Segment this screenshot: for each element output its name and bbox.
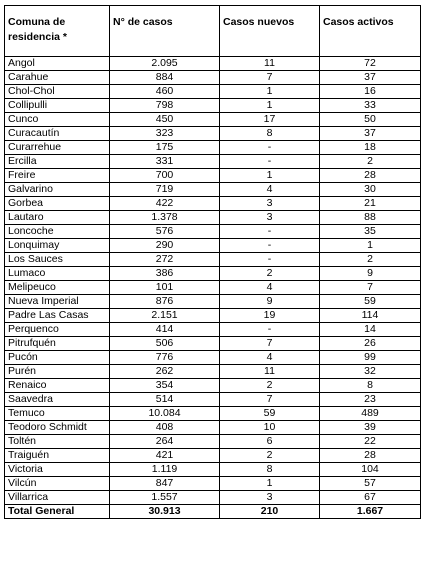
cell-comuna: Saavedra: [5, 393, 110, 407]
cell-comuna: Perquenco: [5, 323, 110, 337]
cell-casos-nuevos: 4: [220, 351, 320, 365]
cell-comuna: Pitrufquén: [5, 337, 110, 351]
cell-n-casos: 847: [110, 477, 220, 491]
cell-casos-nuevos: 2: [220, 449, 320, 463]
table-row: [5, 113, 421, 127]
cell-casos-nuevos: 4: [220, 183, 320, 197]
cell-casos-nuevos: 8: [220, 127, 320, 141]
cell-comuna: Total General: [5, 505, 110, 519]
table-row: [5, 239, 421, 253]
cell-casos-nuevos: 11: [220, 57, 320, 71]
cell-casos-activos: 72: [320, 57, 421, 71]
cell-comuna: Cunco: [5, 113, 110, 127]
cell-casos-activos: 28: [320, 449, 421, 463]
table-row: [5, 183, 421, 197]
cell-n-casos: 175: [110, 141, 220, 155]
cell-n-casos: 514: [110, 393, 220, 407]
cell-n-casos: 272: [110, 253, 220, 267]
cell-casos-nuevos: 1: [220, 169, 320, 183]
cell-casos-nuevos: 59: [220, 407, 320, 421]
cell-n-casos: 1.119: [110, 463, 220, 477]
cell-comuna: Melipeuco: [5, 281, 110, 295]
cell-comuna: Curarrehue: [5, 141, 110, 155]
cell-casos-nuevos: -: [220, 239, 320, 253]
table-row: [5, 365, 421, 379]
cell-casos-activos: 26: [320, 337, 421, 351]
cell-comuna: Ercilla: [5, 155, 110, 169]
cell-casos-activos: 50: [320, 113, 421, 127]
cell-casos-nuevos: -: [220, 253, 320, 267]
cell-casos-nuevos: 3: [220, 491, 320, 505]
cell-n-casos: 386: [110, 267, 220, 281]
cell-comuna: Lautaro: [5, 211, 110, 225]
cell-comuna: Pucón: [5, 351, 110, 365]
cell-comuna: Carahue: [5, 71, 110, 85]
cell-casos-nuevos: -: [220, 323, 320, 337]
cell-casos-nuevos: 11: [220, 365, 320, 379]
table-row: [5, 85, 421, 99]
cell-casos-activos: 67: [320, 491, 421, 505]
cell-comuna: Chol-Chol: [5, 85, 110, 99]
cell-n-casos: 30.913: [110, 505, 220, 519]
cases-table: [4, 5, 421, 519]
table-row: [5, 267, 421, 281]
table-body: [5, 57, 421, 519]
cell-n-casos: 1.378: [110, 211, 220, 225]
cell-casos-nuevos: 3: [220, 211, 320, 225]
table-row: [5, 491, 421, 505]
table-row: [5, 463, 421, 477]
cell-casos-nuevos: 2: [220, 379, 320, 393]
cell-casos-nuevos: 17: [220, 113, 320, 127]
cell-comuna: Renaico: [5, 379, 110, 393]
table-row: [5, 435, 421, 449]
cell-n-casos: 262: [110, 365, 220, 379]
cell-n-casos: 576: [110, 225, 220, 239]
cell-casos-nuevos: 1: [220, 85, 320, 99]
cell-comuna: Villarrica: [5, 491, 110, 505]
cell-casos-activos: 7: [320, 281, 421, 295]
cell-comuna: Angol: [5, 57, 110, 71]
cell-n-casos: 2.095: [110, 57, 220, 71]
cell-n-casos: 290: [110, 239, 220, 253]
table-header: [5, 6, 421, 57]
cell-casos-nuevos: 7: [220, 71, 320, 85]
cell-comuna: Victoria: [5, 463, 110, 477]
cell-casos-activos: 35: [320, 225, 421, 239]
cell-comuna: Traiguén: [5, 449, 110, 463]
cell-casos-activos: 88: [320, 211, 421, 225]
cell-comuna: Nueva Imperial: [5, 295, 110, 309]
cell-comuna: Temuco: [5, 407, 110, 421]
cell-casos-activos: 18: [320, 141, 421, 155]
cell-comuna: Gorbea: [5, 197, 110, 211]
table-row: [5, 225, 421, 239]
table-row: [5, 253, 421, 267]
cell-n-casos: 408: [110, 421, 220, 435]
cell-casos-activos: 1.667: [320, 505, 421, 519]
cell-n-casos: 2.151: [110, 309, 220, 323]
table-row: [5, 309, 421, 323]
table-row: [5, 379, 421, 393]
header-n-casos: N° de casos: [110, 6, 220, 57]
cell-casos-activos: 114: [320, 309, 421, 323]
cell-casos-activos: 32: [320, 365, 421, 379]
cell-casos-activos: 99: [320, 351, 421, 365]
table-row: [5, 295, 421, 309]
cell-comuna: Purén: [5, 365, 110, 379]
table-row: [5, 393, 421, 407]
header-casos-nuevos: Casos nuevos: [220, 6, 320, 57]
table-row: [5, 211, 421, 225]
table-row: [5, 99, 421, 113]
cell-n-casos: 776: [110, 351, 220, 365]
cell-casos-activos: 39: [320, 421, 421, 435]
cell-comuna: Loncoche: [5, 225, 110, 239]
cell-n-casos: 798: [110, 99, 220, 113]
cell-n-casos: 101: [110, 281, 220, 295]
table-row: [5, 449, 421, 463]
cell-casos-activos: 37: [320, 71, 421, 85]
cell-casos-nuevos: 1: [220, 99, 320, 113]
cell-n-casos: 421: [110, 449, 220, 463]
cell-casos-activos: 489: [320, 407, 421, 421]
cell-comuna: Los Sauces: [5, 253, 110, 267]
cell-casos-activos: 37: [320, 127, 421, 141]
table-row: [5, 155, 421, 169]
cell-n-casos: 719: [110, 183, 220, 197]
header-casos-activos: Casos activos: [320, 6, 421, 57]
cell-casos-nuevos: 7: [220, 337, 320, 351]
cell-casos-nuevos: 8: [220, 463, 320, 477]
table-row: [5, 197, 421, 211]
table-row: [5, 351, 421, 365]
cell-casos-activos: 14: [320, 323, 421, 337]
cell-casos-nuevos: 10: [220, 421, 320, 435]
cell-casos-activos: 1: [320, 239, 421, 253]
cell-casos-nuevos: -: [220, 141, 320, 155]
cell-n-casos: 422: [110, 197, 220, 211]
cell-comuna: Padre Las Casas: [5, 309, 110, 323]
cell-casos-nuevos: 210: [220, 505, 320, 519]
cell-casos-activos: 16: [320, 85, 421, 99]
cell-comuna: Collipulli: [5, 99, 110, 113]
cell-casos-nuevos: 4: [220, 281, 320, 295]
cell-casos-activos: 59: [320, 295, 421, 309]
cell-n-casos: 414: [110, 323, 220, 337]
table-row: [5, 281, 421, 295]
header-row: [5, 6, 421, 57]
cell-casos-activos: 8: [320, 379, 421, 393]
cell-n-casos: 450: [110, 113, 220, 127]
table-row: [5, 337, 421, 351]
table-row: [5, 169, 421, 183]
cell-comuna: Toltén: [5, 435, 110, 449]
cell-casos-nuevos: 19: [220, 309, 320, 323]
cell-casos-nuevos: 1: [220, 477, 320, 491]
cell-comuna: Lonquimay: [5, 239, 110, 253]
cell-n-casos: 10.084: [110, 407, 220, 421]
cell-casos-activos: 21: [320, 197, 421, 211]
table-row: [5, 477, 421, 491]
table-row: [5, 407, 421, 421]
cell-casos-nuevos: 9: [220, 295, 320, 309]
cell-comuna: Curacautín: [5, 127, 110, 141]
cell-comuna: Vilcún: [5, 477, 110, 491]
cell-n-casos: 264: [110, 435, 220, 449]
table-row: [5, 421, 421, 435]
cell-n-casos: 506: [110, 337, 220, 351]
table-row: [5, 323, 421, 337]
table-row: [5, 57, 421, 71]
cell-casos-activos: 2: [320, 253, 421, 267]
cell-casos-activos: 9: [320, 267, 421, 281]
table-row: [5, 141, 421, 155]
cell-casos-activos: 2: [320, 155, 421, 169]
cell-casos-activos: 57: [320, 477, 421, 491]
cell-casos-nuevos: 3: [220, 197, 320, 211]
total-row: [5, 505, 421, 519]
cell-n-casos: 460: [110, 85, 220, 99]
cell-casos-nuevos: -: [220, 225, 320, 239]
cell-casos-activos: 23: [320, 393, 421, 407]
cell-n-casos: 331: [110, 155, 220, 169]
cell-casos-nuevos: 6: [220, 435, 320, 449]
cell-casos-activos: 28: [320, 169, 421, 183]
cell-n-casos: 884: [110, 71, 220, 85]
cell-comuna: Galvarino: [5, 183, 110, 197]
cell-comuna: Lumaco: [5, 267, 110, 281]
cell-comuna: Freire: [5, 169, 110, 183]
cell-casos-nuevos: -: [220, 155, 320, 169]
table-row: [5, 71, 421, 85]
cell-n-casos: 323: [110, 127, 220, 141]
cell-n-casos: 354: [110, 379, 220, 393]
cell-n-casos: 876: [110, 295, 220, 309]
cell-casos-activos: 33: [320, 99, 421, 113]
cell-casos-activos: 104: [320, 463, 421, 477]
cell-n-casos: 700: [110, 169, 220, 183]
header-comuna: Comuna de residencia *: [5, 6, 110, 57]
cell-casos-activos: 22: [320, 435, 421, 449]
table-row: [5, 127, 421, 141]
cell-casos-nuevos: 7: [220, 393, 320, 407]
cell-casos-activos: 30: [320, 183, 421, 197]
cell-casos-nuevos: 2: [220, 267, 320, 281]
cell-comuna: Teodoro Schmidt: [5, 421, 110, 435]
cell-n-casos: 1.557: [110, 491, 220, 505]
